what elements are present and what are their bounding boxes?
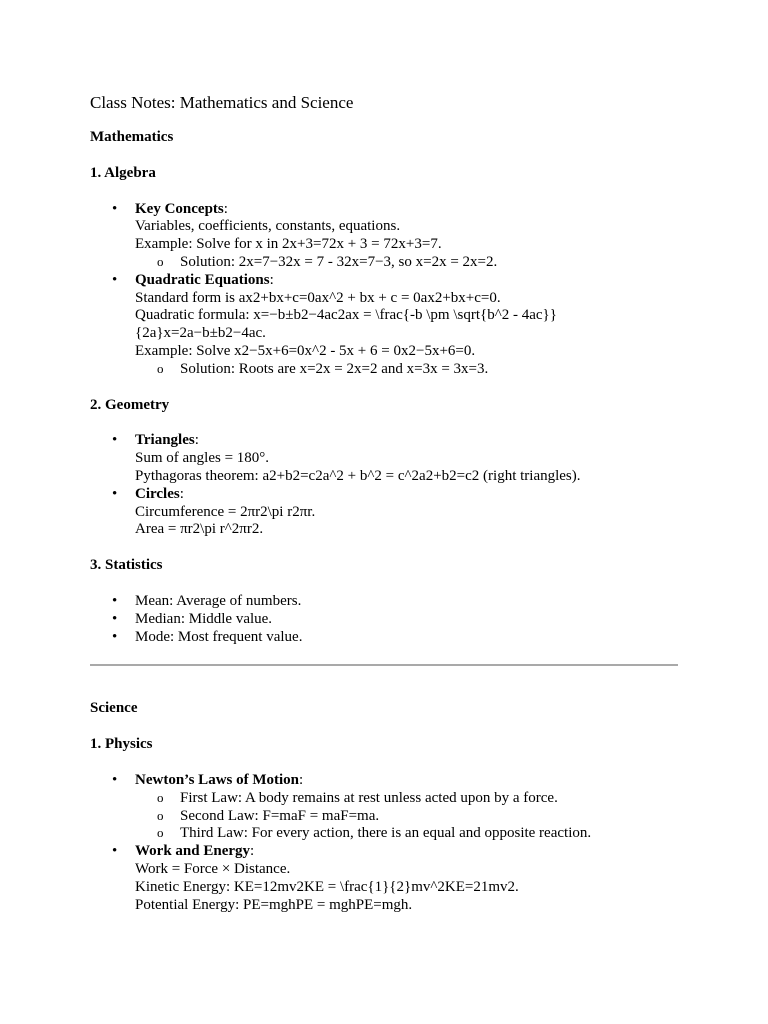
circle-bullet-icon: o	[157, 253, 164, 269]
circles-label: Circles	[135, 485, 180, 502]
section-heading-mathematics: Mathematics	[90, 129, 174, 145]
kinetic-energy: Kinetic Energy: KE=12mv2KE = \frac{1}{2}mv^2KE=21mv2.	[135, 878, 519, 895]
circles-circumference: Circumference = 2πr2\pi r2πr.	[135, 503, 316, 520]
work-definition: Work = Force × Distance.	[135, 860, 291, 877]
subheading-geometry: 2. Geometry	[90, 396, 170, 413]
list-item-solution: o Solution: Roots are x=2x = 2x=2 and x=3x = 3x=3.	[157, 360, 489, 377]
quadratic-example: Example: Solve x2−5x+6=0x^2 - 5x + 6 = 0x2−5x+6=0.	[135, 342, 476, 359]
key-concepts-label: Key Concepts	[135, 200, 224, 217]
bullet-icon: •	[112, 843, 118, 860]
newton-laws-sublist	[135, 790, 680, 843]
geometry-list	[90, 432, 680, 539]
circle-bullet-icon: o	[157, 807, 164, 823]
statistics-list	[90, 593, 680, 646]
newton-label: Newton’s Laws of Motion	[135, 771, 300, 788]
bullet-icon: •	[112, 432, 118, 449]
subheading-statistics: 3. Statistics	[90, 557, 163, 574]
algebra-list	[90, 201, 680, 379]
key-concepts-sublist	[135, 254, 680, 272]
list-item-key-concepts: • Key Concepts: Variables, coefficients, constants, equations. Example: Solve for x in 2x+3=72x + 3 = 72x+3=7. o Solution: 2x=7−32x = 7 - 32x=7−3, so x=2x = 2x=2.	[90, 201, 680, 272]
triangles-label: Triangles	[135, 432, 195, 449]
list-item-law: o First Law: A body remains at rest unless acted upon by a force.	[157, 789, 558, 806]
circle-bullet-icon: o	[157, 360, 164, 376]
section-heading-science: Science	[90, 700, 138, 717]
quadratic-sublist	[135, 361, 680, 379]
bullet-icon: •	[112, 485, 118, 502]
document-content	[90, 92, 680, 914]
quadratic-label: Quadratic Equations	[135, 271, 270, 288]
quadratic-formula-cont: {2a}x=2a−b±b2−4ac.	[135, 325, 266, 342]
circle-bullet-icon: o	[157, 825, 164, 841]
bullet-icon: •	[112, 200, 118, 217]
quadratic-formula: Quadratic formula: x=−b±b2−4ac2ax = \frac{-b \pm \sqrt{b^2 - 4ac}}	[135, 307, 557, 324]
list-item-solution: o Solution: 2x=7−32x = 7 - 32x=7−3, so x=2x = 2x=2.	[157, 253, 498, 270]
physics-list	[90, 772, 680, 914]
key-concepts-example: Example: Solve for x in 2x+3=72x + 3 = 72x+3=7.	[135, 236, 442, 253]
list-item-law: o Second Law: F=maF = maF=ma.	[157, 807, 380, 824]
work-energy-label: Work and Energy	[135, 843, 251, 860]
key-concepts-line: Variables, coefficients, constants, equations.	[135, 218, 401, 235]
triangles-pythagoras: Pythagoras theorem: a2+b2=c2a^2 + b^2 = c^2a2+b2=c2 (right triangles).	[135, 467, 581, 484]
bullet-icon: •	[112, 592, 118, 609]
list-item-triangles: • Triangles: Sum of angles = 180°. Pythagoras theorem: a2+b2=c2a^2 + b^2 = c^2a2+b2=c2 (right triangles).	[90, 432, 680, 485]
potential-energy: Potential Energy: PE=mghPE = mghPE=mgh.	[135, 896, 413, 913]
subheading-physics: 1. Physics	[90, 736, 153, 753]
page-title: Class Notes: Mathematics and Science	[90, 93, 354, 112]
bullet-icon: •	[112, 771, 118, 788]
quadratic-standard-form: Standard form is ax2+bx+c=0ax^2 + bx + c = 0ax2+bx+c=0.	[135, 289, 501, 306]
list-item-law: o Third Law: For every action, there is an equal and opposite reaction.	[157, 825, 592, 842]
bullet-icon: •	[112, 610, 118, 627]
circle-bullet-icon: o	[157, 789, 164, 805]
list-item-circles: • Circles: Circumference = 2πr2\pi r2πr. Area = πr2\pi r^2πr2.	[90, 486, 680, 539]
bullet-icon: •	[112, 271, 118, 288]
list-item-work-energy: • Work and Energy: Work = Force × Distance. Kinetic Energy: KE=12mv2KE = \frac{1}{2}mv^2KE=21mv2. Potential Energy: PE=mghPE = mghPE=mgh.	[90, 843, 680, 914]
triangles-sum-angles: Sum of angles = 180°.	[135, 450, 270, 467]
list-item-newtons-laws: • Newton’s Laws of Motion: o First Law: A body remains at rest unless acted upon by a force. o Second Law: F=maF = maF=ma. o Third Law: For every action, there is an equal and opposite reaction.	[90, 772, 680, 843]
list-item: • Mean: Average of numbers.	[112, 592, 302, 609]
list-item: • Mode: Most frequent value.	[112, 628, 303, 645]
bullet-icon: •	[112, 628, 118, 645]
subheading-algebra: 1. Algebra	[90, 164, 156, 181]
circles-area: Area = πr2\pi r^2πr2.	[135, 521, 264, 538]
list-item-quadratic-equations: • Quadratic Equations: Standard form is ax2+bx+c=0ax^2 + bx + c = 0ax2+bx+c=0. Quadratic formula: x=−b±b2−4ac2ax = \frac{-b \pm \sqrt{b^2 - 4ac}} {2a}x=2a−b±b2−4ac. Example: Solve x2−5x+6=0x^2 - 5x + 6 = 0x2−5x+6=0. o Solution: Roots are x=2x = 2x=2 and x=3x = 3x=3.	[90, 272, 680, 379]
list-item: • Median: Middle value.	[112, 610, 273, 627]
